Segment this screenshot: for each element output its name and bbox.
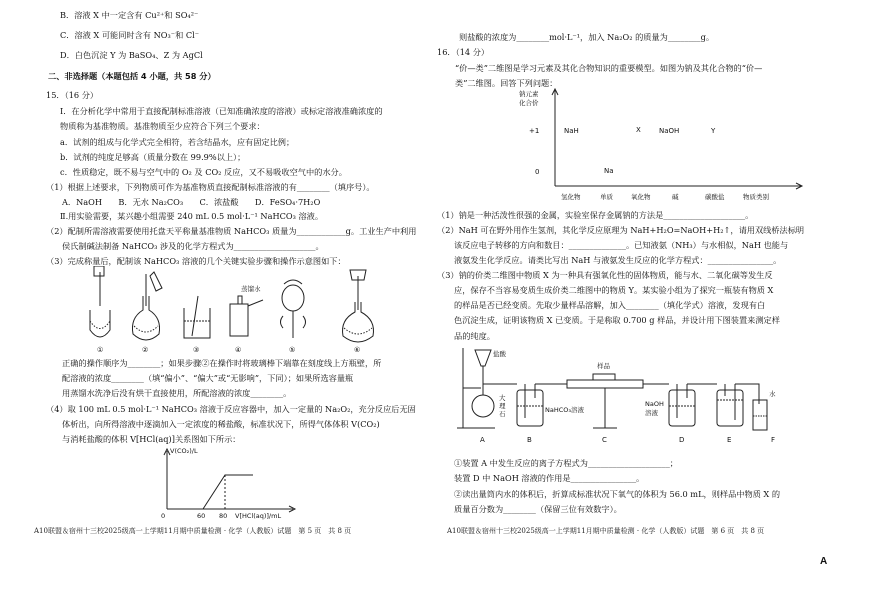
q16-2-line1: （2）NaH 可在野外用作生氢剂，其化学反应原理为 NaH+H₂O=NaOH+H₂↑，请用双线桥法标明 — [437, 225, 805, 235]
q16-3-line1: （3）钠的价类二维图中物质 X 为一种具有强氧化性的固体物质，能与水、二氧化碳等发生反 — [437, 270, 773, 280]
wash-bottle-label: 蒸馏水 — [241, 285, 261, 293]
q15-4-continued: 则盐酸的浓度为________mol·L⁻¹，加入 Na₂O₂ 的质量为________g。 — [459, 32, 715, 42]
page-5-footer: A10联盟＆宿州十三校2025级高一上学期11月期中质量检测 · 化学（人教版）试题 第 5 页 共 8 页 — [34, 527, 352, 535]
point-naoh: NaOH — [659, 127, 680, 135]
q15-3-order-line1: 正确的操作顺序为________；如果步骤②在操作时将玻璃棒下端靠在刻度线上方瓶壁，所 — [62, 358, 382, 368]
nahco3-solution-label: NaHCO₃溶液 — [545, 406, 584, 414]
q15-2-line2: 侯氏制碱法制备 NaHCO₃ 涉及的化学方程式为____________________。 — [62, 241, 324, 251]
q15-1-options: A．NaOH B．无水 Na₂CO₃ C．浓盐酸 D．FeSO₄·7H₂O — [62, 197, 321, 207]
point-y: Y — [711, 127, 716, 135]
q16-3-sub3: ②读出量筒内水的体积后，折算成标准状况下氧气的体积为 56.0 mL，则样品中物质 X 的 — [454, 489, 781, 499]
q16-3-line5: 品的纯度。 — [454, 331, 495, 341]
apparatus-letter-e: E — [727, 436, 732, 444]
apparatus-letter-d: D — [679, 436, 685, 444]
q15-part2-intro: Ⅱ.用实验需要，某兴趣小组需要 240 mL 0.5 mol·L⁻¹ NaHCO₃ 溶液。 — [60, 211, 324, 221]
section-heading: 二、非选择题（本题包括 4 小题，共 58 分） — [48, 71, 216, 81]
q16-intro-line1: “价—类”二维图是学习元素及其化合物知识的重要模型。如图为钠及其化合物的“价— — [455, 63, 763, 73]
q16-3-line3: 的样品是否已经变质。先取少量样品溶解，加入________（填化学式）溶液，发现有白 — [454, 300, 766, 310]
category-hydride: 氢化物 — [561, 193, 581, 201]
category-carbonate: 碳酸盐 — [705, 193, 725, 201]
apparatus-letter-b: B — [527, 436, 532, 444]
q16-3-sub4: 质量百分数为________（保留三位有效数字）。 — [454, 504, 622, 514]
page-6-column — [437, 0, 809, 591]
graph-x-label: V[HCl(aq)]/mL — [235, 512, 282, 520]
hcl-label: 盐酸 — [493, 350, 506, 358]
q15-heading: 15．（16 分） — [46, 90, 99, 100]
graph-y-label: V(CO₂)/L — [170, 447, 198, 455]
category-axis-title: 物质类别 — [743, 193, 769, 201]
chart-y-tick-plus1: +1 — [529, 127, 540, 135]
q16-1-text: （1）钠是一种活泼性很强的金属，实验室保存金属钠的方法是____________________。 — [437, 210, 754, 220]
q16-2-line2: 该反应电子转移的方向和数目：______________。已知液氨（NH₃）与水相似，NaH 也能与 — [454, 240, 789, 250]
option-c: C．溶液 X 可能同时含有 NO₃⁻和 Cl⁻ — [60, 30, 200, 40]
corner-version-mark: A — [820, 556, 828, 567]
q15-intro-line1: Ⅰ．在分析化学中常用于直接配制标准溶液（已知准确浓度的溶液）或标定溶液准确浓度的 — [60, 106, 383, 116]
co2-volume-graph — [153, 443, 313, 521]
chart-y-label-line1: 钠元素 — [519, 90, 539, 98]
apparatus-letter-c: C — [602, 436, 607, 444]
step-label-4: ④ — [235, 346, 242, 354]
apparatus-letter-f: F — [771, 436, 776, 444]
q16-3-sub1: ①装置 A 中发生反应的离子方程式为____________________； — [454, 458, 678, 468]
option-b: B．溶液 X 中一定含有 Cu²⁺和 SO₄²⁻ — [60, 10, 199, 20]
q15-3-order-line3: 用蒸馏水洗净后没有烘干直接使用，所配溶液的浓度________。 — [62, 388, 292, 398]
q16-intro-line2: 类”二维图。回答下列问题： — [455, 78, 558, 88]
step-label-5: ⑤ — [289, 346, 296, 354]
option-d: D．白色沉淀 Y 为 BaSO₄、Z 为 AgCl — [60, 50, 203, 60]
apparatus-letter-a: A — [480, 436, 485, 444]
q15-4-line3: 与消耗盐酸的体积 V[HCl(aq)]关系图如下所示： — [62, 434, 241, 444]
q16-heading: 16．（14 分） — [437, 47, 490, 57]
q15-intro-line2: 物质称为基准物质。基准物质至少应符合下列三个要求： — [60, 121, 265, 131]
q15-3-line: （3）完成称量后，配制该 NaHCO₃ 溶液的几个关键实验步骤和操作示意图如下： — [46, 256, 346, 266]
q15-4-line2: 体析出，向所得溶液中逐滴加入一定浓度的稀盐酸，标准状况下，所得气体体积 V(CO₂) — [62, 419, 380, 429]
q15-1-text: （1）根据上述要求，下列物质可作为基准物质直接配制标准溶液的有________（填序号）。 — [46, 182, 375, 192]
valence-type-chart — [509, 86, 804, 206]
step-label-1: ① — [97, 346, 104, 354]
category-oxide: 氧化物 — [631, 193, 651, 201]
graph-x-tick-60: 60 — [197, 512, 206, 520]
marble-label-2: 理 — [499, 402, 506, 410]
graph-origin: 0 — [161, 512, 166, 520]
point-x: X — [636, 126, 641, 134]
graph-x-tick-80: 80 — [219, 512, 228, 520]
q15-3-order-line2: 配溶液的浓度________（填“偏小”、“偏大”或“无影响”，下同）；如果所选容量瓶 — [62, 373, 354, 383]
apparatus-diagram — [455, 344, 795, 446]
chart-y-label-line2: 化合价 — [519, 99, 539, 107]
step-illustrations — [88, 266, 393, 356]
point-nah: NaH — [564, 127, 579, 135]
requirement-c: c．性质稳定，既不易与空气中的 O₂ 及 CO₂ 反应，又不易吸收空气中的水分。 — [60, 167, 347, 177]
q16-3-line4: 色沉淀生成，证明该物质 X 已变质。于是称取 0.700 g 样品，并设计用下图装置来测定样 — [454, 315, 780, 325]
step-label-6: ⑥ — [354, 346, 361, 354]
step-label-2: ② — [142, 346, 149, 354]
q16-3-line2: 应，保存不当容易变质生成价类二维图中的物质 Y。某实验小组为了探究一瓶装有物质 X — [454, 285, 774, 295]
page-5-column — [34, 0, 417, 591]
chart-y-tick-zero: 0 — [535, 168, 540, 176]
q15-2-line1: （2）配制所需溶液需要使用托盘天平称量基准物质 NaHCO₃ 质量为____________g。工业生产中利用 — [46, 226, 417, 236]
requirement-a: a．试剂的组成与化学式完全相符，若含结晶水，应有固定比例； — [60, 137, 295, 147]
category-base: 碱 — [672, 193, 679, 201]
q15-4-line1: （4）取 100 mL 0.5 mol·L⁻¹ NaHCO₃ 溶液于反应容器中，加入一定量的 Na₂O₂，充分反应后无固 — [46, 404, 416, 414]
q16-2-line3: 液氨发生化学反应。请类比写出 NaH 与液氨发生反应的化学方程式：________________。 — [454, 255, 782, 265]
q16-3-sub2: 装置 D 中 NaOH 溶液的作用是________________。 — [454, 473, 645, 483]
naoh-label-line2: 溶液 — [645, 409, 658, 417]
marble-label-3: 石 — [499, 410, 506, 418]
marble-label-1: 大 — [499, 394, 506, 402]
sample-label: 样品 — [597, 362, 610, 370]
step-label-3: ③ — [193, 346, 200, 354]
page-6-footer: A10联盟＆宿州十三校2025级高一上学期11月期中质量检测 · 化学（人教版）试题 第 6 页 共 8 页 — [447, 527, 765, 535]
water-label: 水 — [769, 390, 776, 398]
requirement-b: b．试剂的纯度足够高（质量分数在 99.9%以上）； — [60, 152, 246, 162]
category-element: 单质 — [600, 193, 613, 201]
naoh-label-line1: NaOH — [645, 400, 664, 408]
point-na: Na — [604, 167, 614, 175]
